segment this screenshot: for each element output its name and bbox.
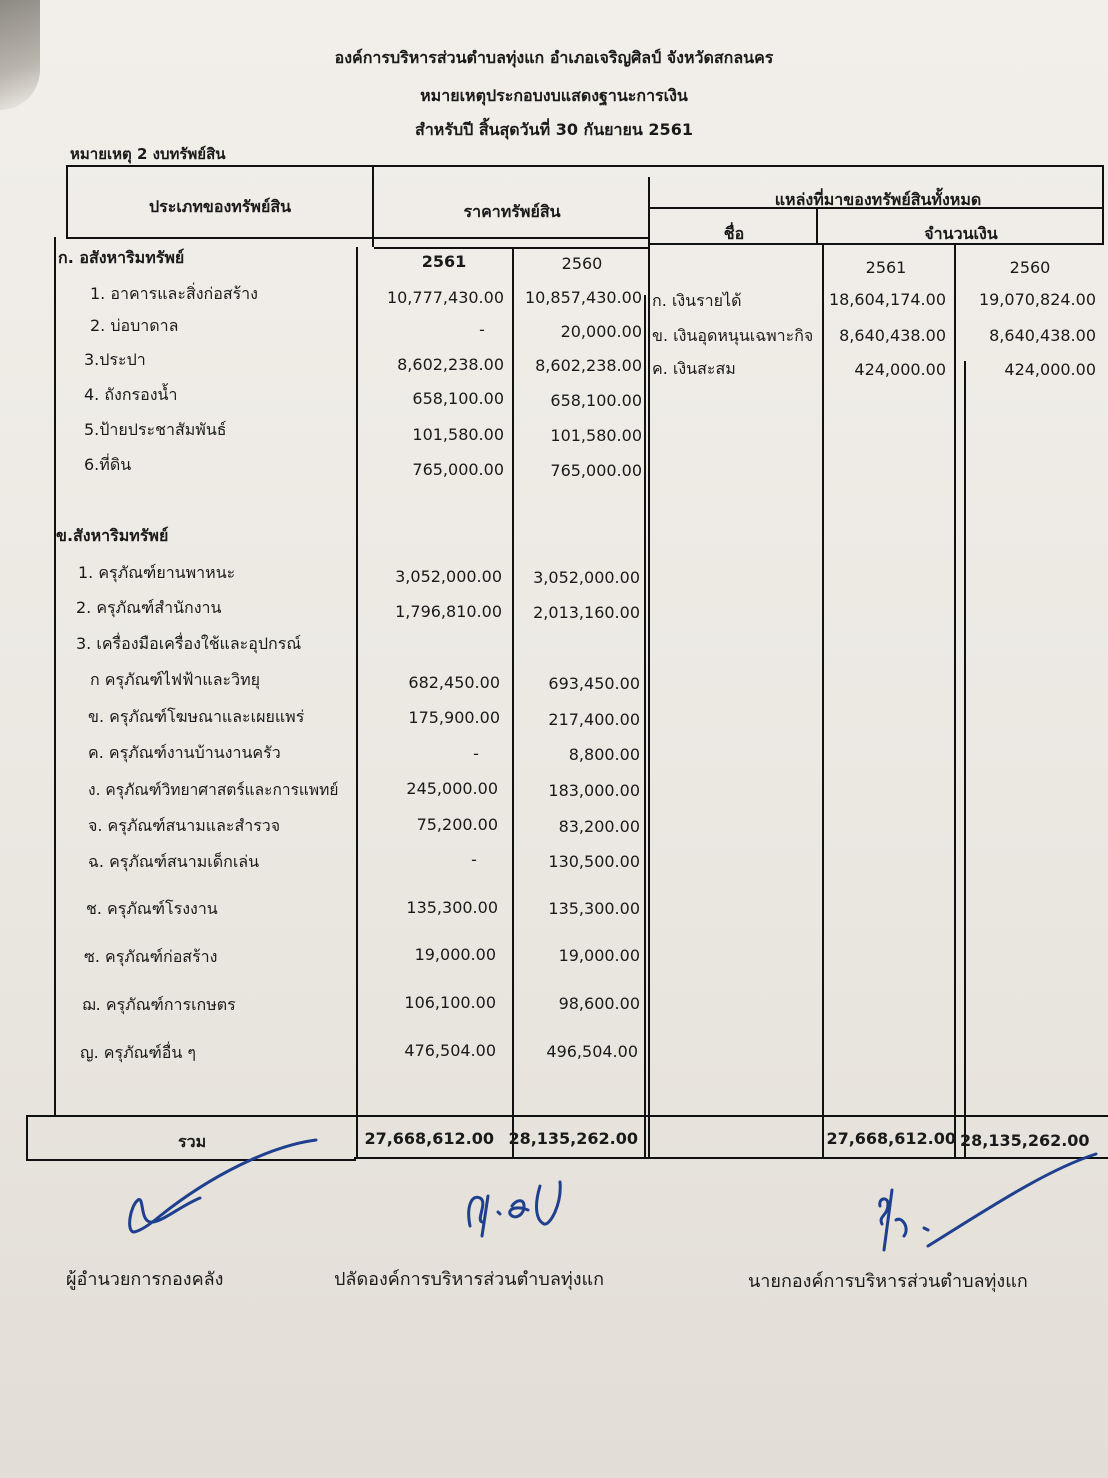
row-value-2561: 1,796,810.00: [395, 602, 502, 621]
row-value-2561: 476,504.00: [404, 1041, 496, 1060]
row-label: ก ครุภัณฑ์ไฟฟ้าและวิทยุ: [90, 670, 261, 689]
signature-title-finance: ผู้อำนวยการกองคลัง: [66, 1269, 224, 1290]
row-label: 2. ครุภัณฑ์สำนักงาน: [76, 598, 222, 617]
note-title: หมายเหตุ 2 งบทรัพย์สิน: [70, 145, 226, 163]
source-name: ค. เงินสะสม: [652, 359, 736, 378]
row-value-2560: 8,800.00: [568, 745, 640, 764]
col-header-name: ชื่อ: [723, 224, 745, 243]
source-amount-2561: 18,604,174.00: [828, 290, 946, 309]
col-header-asset-type: ประเภทของทรัพย์สิน: [148, 197, 292, 216]
col-header-value-2560: 2560: [561, 254, 603, 273]
signature-title-chief: ปลัดองค์การบริหารส่วนตำบลทุ่งแก: [334, 1269, 604, 1290]
row-label: 1. ครุภัณฑ์ยานพาหนะ: [78, 563, 236, 582]
row-label: ฌ. ครุภัณฑ์การเกษตร: [82, 995, 236, 1014]
row-label: ง. ครุภัณฑ์วิทยาศาสตร์และการแพทย์: [88, 781, 339, 799]
row-value-2561: 175,900.00: [408, 708, 500, 727]
source-amount-2560: 424,000.00: [1004, 360, 1096, 379]
row-value-2560: 101,580.00: [550, 426, 642, 445]
row-value-2560: 10,857,430.00: [524, 288, 642, 307]
total-value-2561: 27,668,612.00: [364, 1129, 494, 1148]
row-label: ข. ครุภัณฑ์โฆษณาและเผยแพร่: [88, 707, 305, 726]
total-amount-2561: 27,668,612.00: [826, 1129, 956, 1148]
row-label: 3. เครื่องมือเครื่องใช้และอุปกรณ์: [76, 634, 302, 653]
row-label: จ. ครุภัณฑ์สนามและสำรวจ: [88, 816, 281, 835]
row-label: ญ. ครุภัณฑ์อื่น ๆ: [80, 1043, 196, 1062]
total-value-2560: 28,135,262.00: [508, 1129, 638, 1148]
section-fixed-assets: ก. อสังหาริมทรัพย์: [58, 248, 185, 267]
org-title: องค์การบริหารส่วนตำบลทุ่งแก อำเภอเจริญศิลป์ จังหวัดสกลนคร: [334, 48, 774, 67]
col-header-value-2561: 2561: [421, 252, 467, 271]
row-value-2561: 19,000.00: [414, 945, 496, 964]
row-value-2560: 3,052,000.00: [533, 568, 640, 587]
signature-chief-administrator: [458, 1176, 578, 1246]
source-amount-2560: 8,640,438.00: [989, 326, 1096, 345]
row-value-2560: 496,504.00: [546, 1042, 638, 1061]
row-value-2561: 75,200.00: [416, 815, 498, 834]
total-label: รวม: [178, 1132, 207, 1151]
row-value-2561: 101,580.00: [412, 425, 504, 444]
col-header-source: แหล่งที่มาของทรัพย์สินทั้งหมด: [774, 190, 982, 209]
col-header-asset-value: ราคาทรัพย์สิน: [463, 202, 561, 221]
row-value-2560: 2,013,160.00: [533, 603, 640, 622]
row-value-2560: 217,400.00: [548, 710, 640, 729]
total-amount-2560: 28,135,262.00: [960, 1131, 1090, 1150]
section-movable-assets: ข.สังหาริมทรัพย์: [56, 526, 169, 545]
col-header-amount: จำนวนเงิน: [924, 224, 998, 243]
row-value-2560: 19,000.00: [558, 946, 640, 965]
signature-finance-director: [120, 1136, 330, 1256]
row-label: ช. ครุภัณฑ์โรงงาน: [86, 899, 218, 918]
statement-title: หมายเหตุประกอบงบแสดงฐานะการเงิน: [420, 86, 688, 105]
row-label: 2. บ่อบาดาล: [90, 316, 179, 335]
row-label: ฉ. ครุภัณฑ์สนามเด็กเล่น: [88, 852, 260, 871]
source-amount-2561: 424,000.00: [854, 360, 946, 379]
row-value-2561: 765,000.00: [412, 460, 504, 479]
row-value-2560: 765,000.00: [550, 461, 642, 480]
row-label: 1. อาคารและสิ่งก่อสร้าง: [90, 284, 258, 303]
row-value-2561: 10,777,430.00: [386, 288, 504, 307]
source-name: ข. เงินอุดหนุนเฉพาะกิจ: [652, 326, 814, 345]
row-value-2561: 245,000.00: [406, 779, 498, 798]
row-label: 3.ประปา: [84, 350, 146, 369]
row-value-2561: 106,100.00: [404, 993, 496, 1012]
row-label: ซ. ครุภัณฑ์ก่อสร้าง: [84, 947, 218, 966]
row-value-2561: 8,602,238.00: [397, 355, 504, 374]
col-header-amount-2560: 2560: [1009, 258, 1051, 277]
row-label: 4. ถังกรองน้ำ: [84, 385, 178, 404]
row-value-2561: -: [479, 320, 485, 339]
row-value-2560: 183,000.00: [548, 781, 640, 800]
row-value-2560: 83,200.00: [558, 817, 640, 836]
row-value-2561: 3,052,000.00: [395, 567, 502, 586]
row-label: ค. ครุภัณฑ์งานบ้านงานครัว: [88, 743, 281, 762]
row-value-2561: 658,100.00: [412, 389, 504, 408]
row-value-2560: 98,600.00: [558, 994, 640, 1013]
row-value-2560: 135,300.00: [548, 899, 640, 918]
row-value-2561: 135,300.00: [406, 898, 498, 917]
row-label: 6.ที่ดิน: [84, 455, 132, 474]
signature-title-mayor: นายกองค์การบริหารส่วนตำบลทุ่งแก: [748, 1271, 1028, 1292]
period-title: สำหรับปี สิ้นสุดวันที่ 30 กันยายน 2561: [415, 120, 693, 139]
row-value-2561: -: [473, 744, 479, 763]
row-value-2561: 682,450.00: [408, 673, 500, 692]
row-value-2560: 693,450.00: [548, 674, 640, 693]
row-value-2560: 8,602,238.00: [535, 356, 642, 375]
col-header-amount-2561: 2561: [865, 258, 907, 277]
row-label: 5.ป้ายประชาสัมพันธ์: [84, 420, 227, 439]
source-name: ก. เงินรายได้: [652, 291, 742, 310]
signature-mayor: [866, 1150, 1106, 1260]
row-value-2561: -: [471, 850, 477, 869]
row-value-2560: 20,000.00: [560, 322, 642, 341]
source-amount-2560: 19,070,824.00: [978, 290, 1096, 309]
row-value-2560: 658,100.00: [550, 391, 642, 410]
row-value-2560: 130,500.00: [548, 852, 640, 871]
source-amount-2561: 8,640,438.00: [839, 326, 946, 345]
